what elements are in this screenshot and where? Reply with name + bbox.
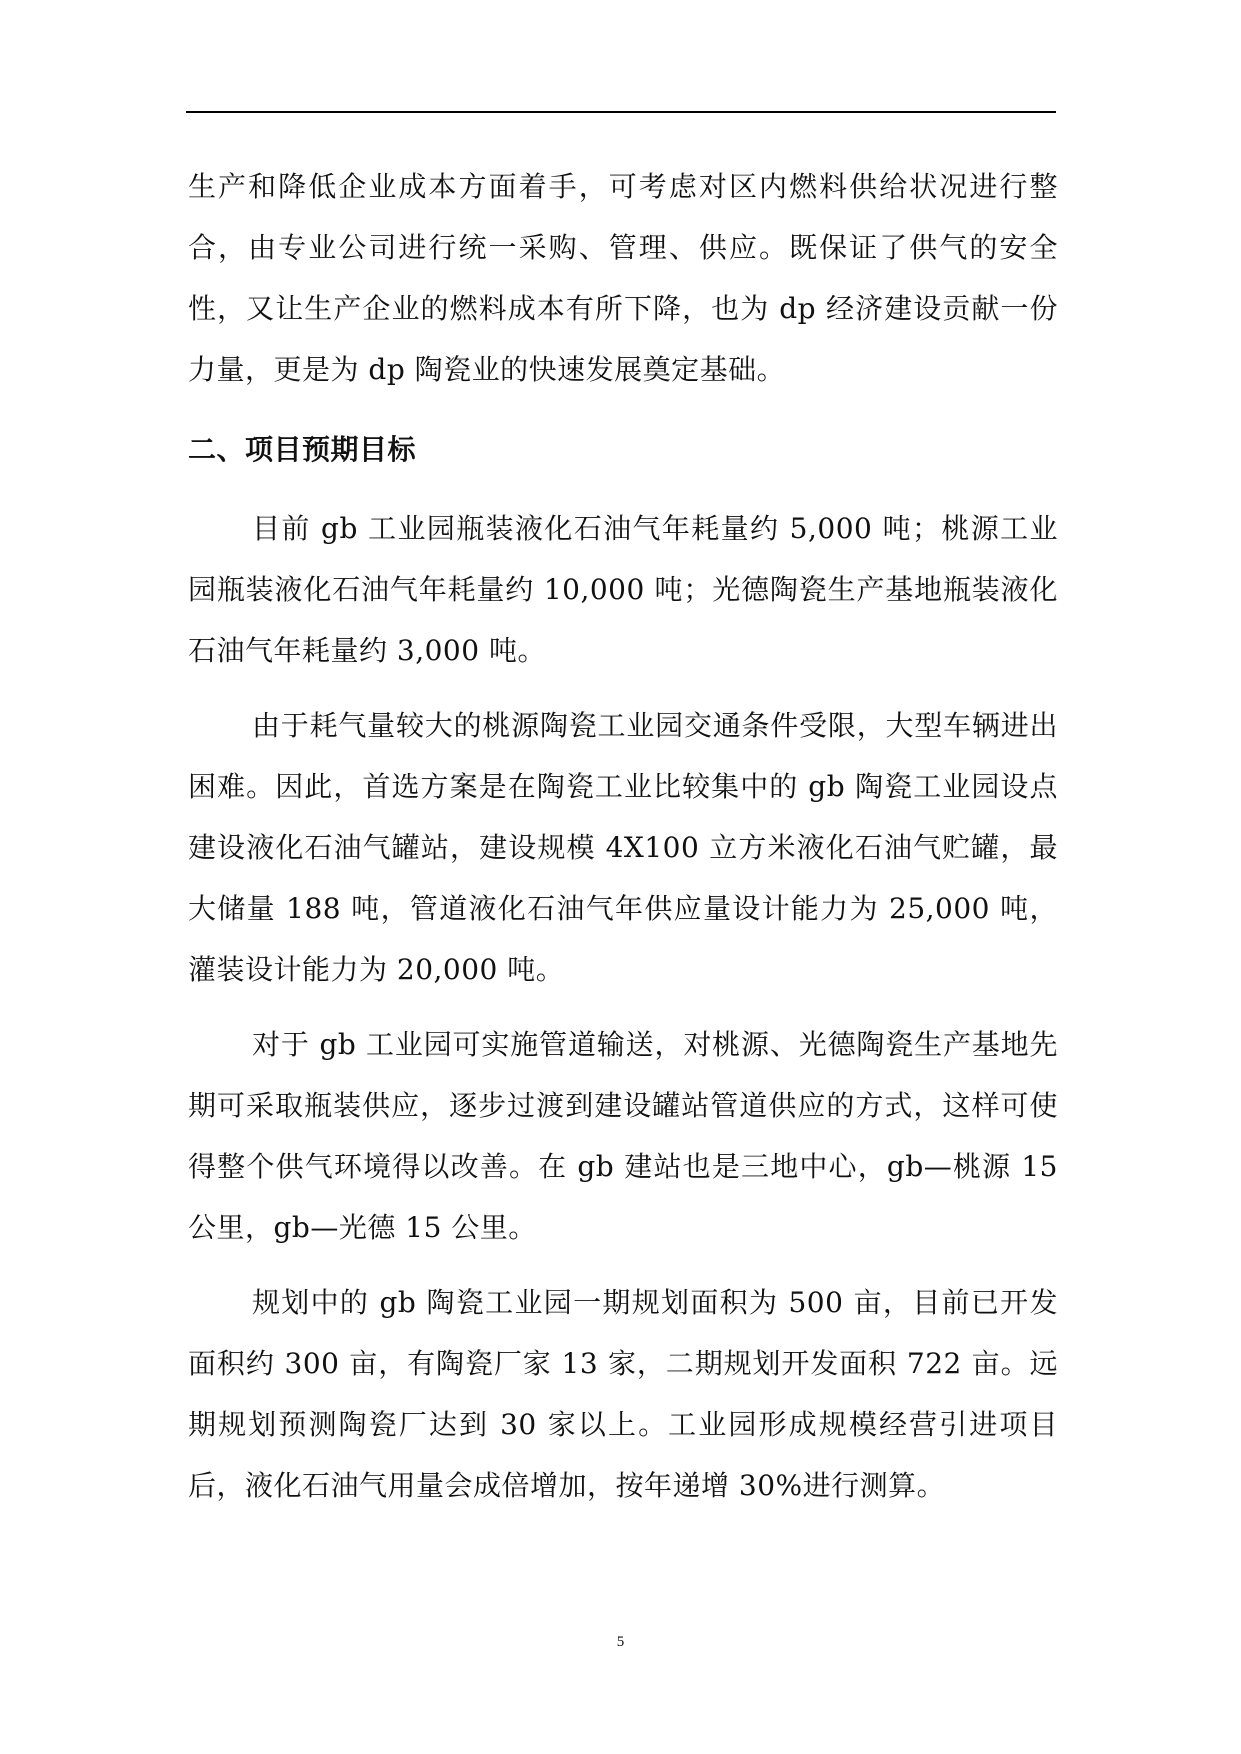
paragraph-continued: 生产和降低企业成本方面着手，可考虑对区内燃料供给状况进行整合，由专业公司进行统一采购、管理、供应。既保证了供气的安全性，又让生产企业的燃料成本有所下降，也为 dp 经济建设贡献一份力量，更是为 dp 陶瓷业的快速发展奠定基础。 bbox=[188, 170, 1058, 386]
paragraph-annual-consumption: 目前 gb 工业园瓶装液化石油气年耗量约 5,000 吨；桃源工业园瓶装液化石油气年耗量约 10,000 吨；光德陶瓷生产基地瓶装液化石油气年耗量约 3,000 吨。 bbox=[188, 512, 1058, 667]
section-heading: 二、项目预期目标 bbox=[188, 433, 417, 466]
page-number: 5 bbox=[616, 1634, 625, 1650]
document-body bbox=[188, 156, 1058, 1516]
paragraph-park-planning: 规划中的 gb 陶瓷工业园一期规划面积为 500 亩，目前已开发面积约 300 亩，有陶瓷厂家 13 家，二期规划开发面积 722 亩。远期规划预测陶瓷厂达到 30 家以上。工业园形成规模经营引进项目后，液化石油气用量会成倍增加，按年递增 30%进行测算。 bbox=[188, 1286, 1058, 1502]
header-rule bbox=[186, 111, 1056, 113]
paragraph-station-plan: 由于耗气量较大的桃源陶瓷工业园交通条件受限，大型车辆进出困难。因此，首选方案是在陶瓷工业比较集中的 gb 陶瓷工业园设点建设液化石油气罐站，建设规模 4X100 立方米液化石油气贮罐，最大储量 188 吨，管道液化石油气年供应量设计能力为 25,000 吨，灌装设计能力为 20,000 吨。 bbox=[188, 709, 1058, 986]
paragraph-supply-method: 对于 gb 工业园可实施管道输送，对桃源、光德陶瓷生产基地先期可采取瓶装供应，逐步过渡到建设罐站管道供应的方式，这样可使得整个供气环境得以改善。在 gb 建站也是三地中心，gb—桃源 15 公里，gb—光德 15 公里。 bbox=[188, 1028, 1058, 1244]
